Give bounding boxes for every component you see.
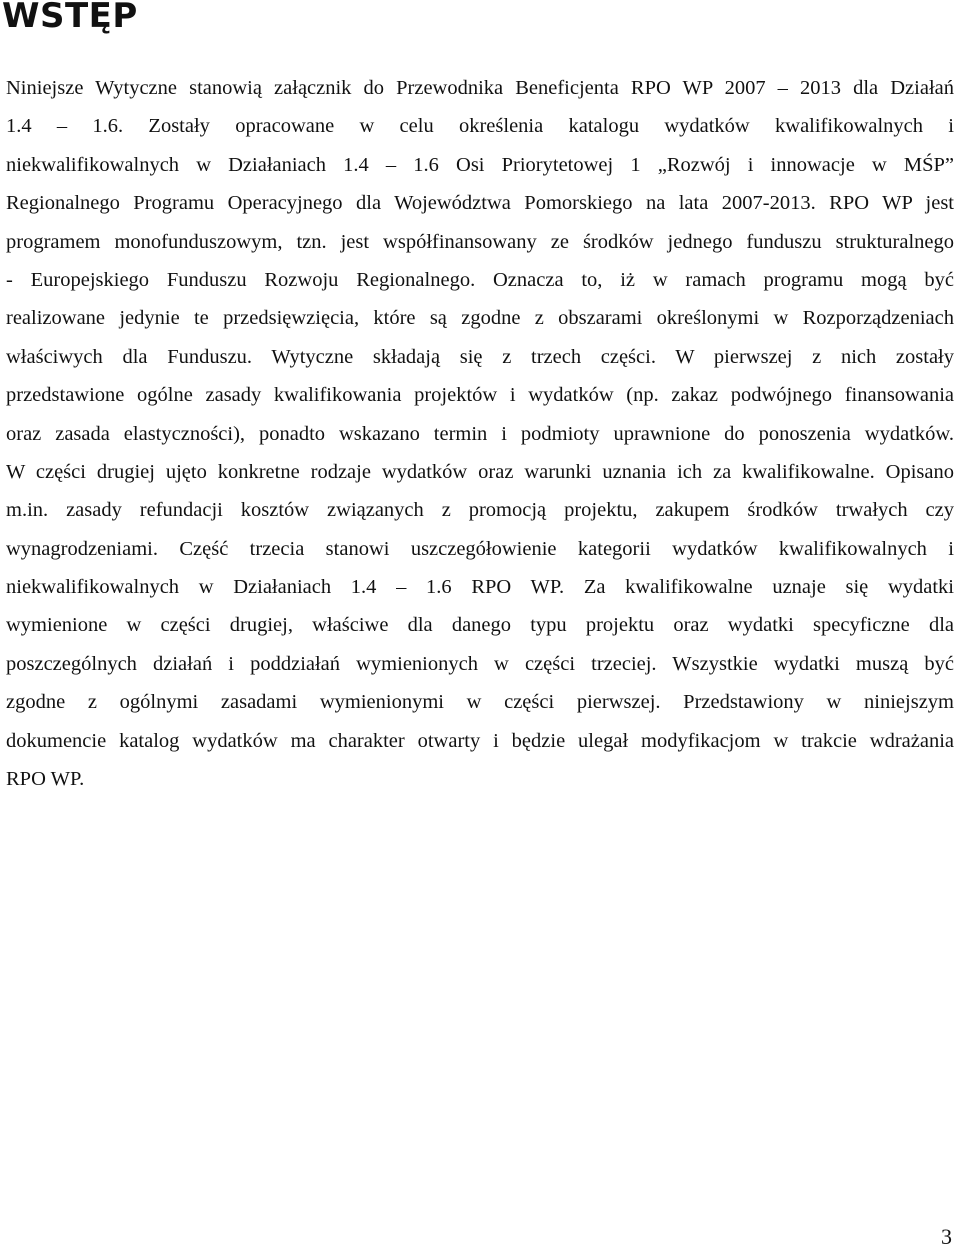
body-paragraph — [6, 69, 954, 798]
paragraph-line: Niniejsze Wytyczne stanowią załącznik do Przewodnika Beneficjenta RPO WP 2007 – 2013 dla Działań — [6, 77, 954, 99]
paragraph-line: dokumencie katalog wydatków ma charakter otwarty i będzie ulegał modyfikacjom w trakcie wdrażania — [6, 729, 954, 752]
paragraph-line: programem monofunduszowym, tzn. jest współfinansowany ze środków jednego funduszu strukturalnego — [6, 230, 954, 253]
paragraph-line: poszczególnych działań i poddziałań wymienionych w części trzeciej. Wszystkie wydatki muszą być — [6, 652, 954, 675]
paragraph-line: oraz zasada elastyczności), ponadto wskazano termin i podmioty uprawnione do ponoszenia wydatków. — [6, 422, 954, 445]
paragraph-line: 1.4 – 1.6. Zostały opracowane w celu określenia katalogu wydatków kwalifikowalnych i — [6, 115, 954, 138]
section-heading: WSTĘP — [2, 0, 138, 36]
paragraph-line: niekwalifikowalnych w Działaniach 1.4 – 1.6 RPO WP. Za kwalifikowalne uznaje się wydatki — [6, 576, 954, 599]
paragraph-line: przedstawione ogólne zasady kwalifikowania projektów i wydatków (np. zakaz podwójnego finansowania — [6, 384, 954, 407]
page-number: 3 — [941, 1224, 952, 1249]
paragraph-line: Regionalnego Programu Operacyjnego dla Województwa Pomorskiego na lata 2007-2013. RPO WP jest — [6, 192, 954, 215]
paragraph-line: W części drugiej ujęto konkretne rodzaje wydatków oraz warunki uznania ich za kwalifikowalne. Opisano — [6, 460, 954, 483]
paragraph-line: właściwych dla Funduszu. Wytyczne składają się z trzech części. W pierwszej z nich zostały — [6, 345, 954, 368]
paragraph-line: wynagrodzeniami. Część trzecia stanowi uszczegółowienie kategorii wydatków kwalifikowalnych i — [6, 537, 954, 560]
paragraph-line: zgodne z ogólnymi zasadami wymienionymi w części pierwszej. Przedstawiony w niniejszym — [6, 691, 954, 714]
paragraph-line: m.in. zasady refundacji kosztów związanych z promocją projektu, zakupem środków trwałych czy — [6, 499, 954, 522]
paragraph-line: realizowane jedynie te przedsięwzięcia, które są zgodne z obszarami określonymi w Rozporządzeniach — [6, 307, 954, 330]
paragraph-line: niekwalifikowalnych w Działaniach 1.4 – 1.6 Osi Priorytetowej 1 „Rozwój i innowacje w MŚP” — [6, 153, 954, 176]
paragraph-line: RPO WP. — [6, 768, 85, 791]
paragraph-line: - Europejskiego Funduszu Rozwoju Regionalnego. Oznacza to, iż w ramach programu mogą być — [6, 268, 954, 291]
paragraph-line: wymienione w części drugiej, właściwe dla danego typu projektu oraz wydatki specyficzne dla — [6, 614, 954, 637]
